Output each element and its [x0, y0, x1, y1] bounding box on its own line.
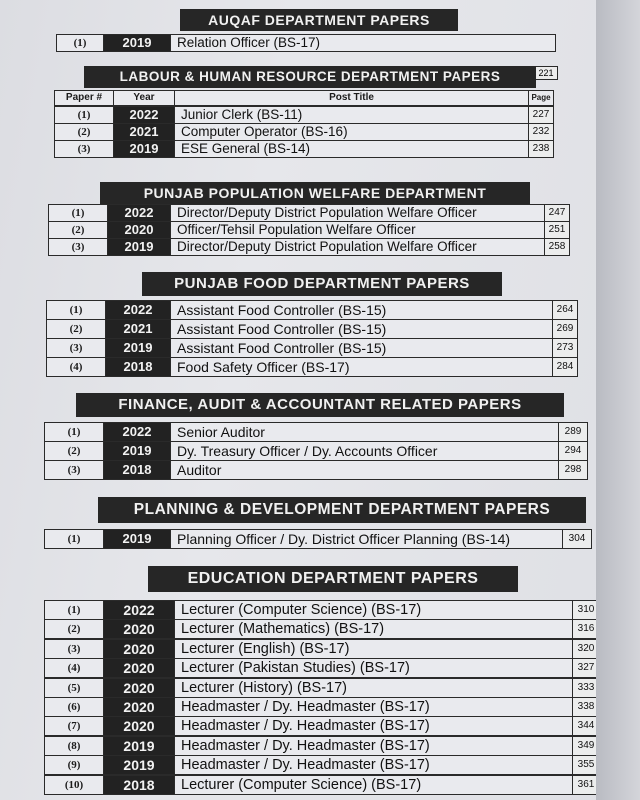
post-title: Planning Officer / Dy. District Officer Planning (BS-14): [170, 530, 562, 548]
column-header-page: Page: [528, 91, 553, 105]
table-row: [44, 600, 600, 620]
paper-year: 2019: [106, 339, 170, 357]
page-number: 289: [558, 423, 587, 441]
paper-number: (1): [57, 35, 104, 51]
paper-year: 2019: [114, 141, 174, 157]
page-number: 310: [572, 601, 599, 619]
paper-number: (3): [45, 461, 104, 479]
paper-number: (1): [47, 301, 106, 319]
paper-year: 2018: [106, 358, 170, 376]
table-row: [54, 123, 554, 141]
paper-number: (2): [45, 442, 104, 460]
paper-year: 2020: [108, 222, 170, 238]
paper-year: 2022: [104, 423, 170, 441]
table-row: [46, 300, 578, 320]
table-row: [56, 34, 556, 52]
paper-year: 2020: [104, 698, 174, 716]
page-number: 273: [552, 339, 577, 357]
post-title: Headmaster / Dy. Headmaster (BS-17): [174, 698, 572, 716]
table-row: [46, 319, 578, 339]
post-title: Director/Deputy District Population Welfare Officer: [170, 205, 544, 221]
table-row: [44, 658, 600, 678]
table-row: [44, 697, 600, 717]
table-row: [44, 529, 592, 549]
page-number: 333: [572, 679, 599, 697]
section-heading-food: PUNJAB FOOD DEPARTMENT PAPERS: [142, 272, 502, 296]
section-heading-labour: LABOUR & HUMAN RESOURCE DEPARTMENT PAPERS: [84, 66, 536, 88]
post-title: Auditor: [170, 461, 558, 479]
post-title: Lecturer (History) (BS-17): [174, 679, 572, 697]
column-header-title: Post Title: [329, 92, 374, 103]
page-number: 294: [558, 442, 587, 460]
table-header-row: [54, 90, 554, 106]
table-row: [54, 140, 554, 158]
post-title: Headmaster / Dy. Headmaster (BS-17): [174, 756, 572, 774]
paper-number: (3): [55, 141, 114, 157]
paper-number: (6): [45, 698, 104, 716]
column-header-year: Year: [114, 91, 175, 105]
page-number: 264: [552, 301, 577, 319]
table-row: [44, 460, 588, 480]
page-number: 344: [572, 717, 599, 735]
paper-year: 2019: [104, 737, 174, 755]
paper-number: (3): [45, 640, 104, 658]
page-number: 269: [552, 320, 577, 338]
paper-year: 2019: [104, 756, 174, 774]
page-number: 247: [544, 205, 569, 221]
post-title: Director/Deputy District Population Welfare Officer: [170, 239, 544, 255]
paper-number: (10): [45, 776, 104, 794]
paper-year: 2018: [104, 776, 174, 794]
paper-number: (1): [55, 107, 114, 123]
table-row: [44, 716, 600, 736]
post-title: Lecturer (Computer Science) (BS-17): [174, 776, 572, 794]
table-row: [44, 736, 600, 756]
paper-number: (8): [45, 737, 104, 755]
post-title: Lecturer (English) (BS-17): [174, 640, 572, 658]
page-number: 251: [544, 222, 569, 238]
column-header-paper: Paper #: [55, 91, 114, 105]
paper-number: (2): [55, 124, 114, 140]
page-number: 298: [558, 461, 587, 479]
page-number: 221: [534, 66, 558, 80]
page-number: 258: [544, 239, 569, 255]
post-title: Assistant Food Controller (BS-15): [170, 339, 552, 357]
table-row: [44, 678, 600, 698]
table-row: [44, 422, 588, 442]
page-number: 361: [572, 776, 599, 794]
paper-year: 2022: [108, 205, 170, 221]
post-title: Headmaster / Dy. Headmaster (BS-17): [174, 737, 572, 755]
section-heading-auqaf: AUQAF DEPARTMENT PAPERS: [180, 9, 458, 31]
paper-year: 2021: [106, 320, 170, 338]
paper-year: 2018: [104, 461, 170, 479]
paper-number: (4): [45, 659, 104, 677]
page-number: 320: [572, 640, 599, 658]
paper-year: 2020: [104, 679, 174, 697]
page-number: 338: [572, 698, 599, 716]
table-row: [48, 204, 570, 222]
paper-year: 2019: [104, 530, 170, 548]
post-title: ESE General (BS-14): [174, 141, 528, 157]
post-title: Lecturer (Mathematics) (BS-17): [174, 620, 572, 638]
page-number: 316: [572, 620, 599, 638]
page-number: 349: [572, 737, 599, 755]
paper-number: (5): [45, 679, 104, 697]
table-row: [44, 619, 600, 639]
table-row: [54, 106, 554, 124]
paper-year: 2020: [104, 620, 174, 638]
page-number: 304: [562, 530, 591, 548]
paper-year: 2022: [104, 601, 174, 619]
page-number: 327: [572, 659, 599, 677]
post-title: Assistant Food Controller (BS-15): [170, 301, 552, 319]
post-title: Assistant Food Controller (BS-15): [170, 320, 552, 338]
paper-number: (1): [45, 423, 104, 441]
paper-number: (1): [49, 205, 108, 221]
paper-year: 2020: [104, 659, 174, 677]
table-row: [46, 338, 578, 358]
paper-number: (3): [47, 339, 106, 357]
post-title: Dy. Treasury Officer / Dy. Accounts Officer: [170, 442, 558, 460]
paper-number: (2): [45, 620, 104, 638]
section-heading-planning: PLANNING & DEVELOPMENT DEPARTMENT PAPERS: [98, 497, 586, 523]
page-number: 355: [572, 756, 599, 774]
paper-number: (2): [47, 320, 106, 338]
paper-year: 2019: [104, 442, 170, 460]
section-heading-education: EDUCATION DEPARTMENT PAPERS: [148, 566, 518, 592]
page-number: 238: [528, 141, 553, 157]
paper-year: 2022: [106, 301, 170, 319]
page-number: 284: [552, 358, 577, 376]
section-heading-population-welfare: PUNJAB POPULATION WELFARE DEPARTMENT: [100, 182, 530, 204]
post-title: Headmaster / Dy. Headmaster (BS-17): [174, 717, 572, 735]
paper-year: 2020: [104, 717, 174, 735]
adjacent-page-edge: [596, 0, 640, 800]
post-title: Relation Officer (BS-17): [170, 35, 555, 51]
paper-number: (3): [49, 239, 108, 255]
paper-number: (9): [45, 756, 104, 774]
paper-number: (1): [45, 601, 104, 619]
table-row: [48, 221, 570, 239]
paper-number: (4): [47, 358, 106, 376]
table-row: [44, 755, 600, 775]
table-row: [46, 357, 578, 377]
paper-year: 2022: [114, 107, 174, 123]
table-row: [44, 775, 600, 795]
post-title: Officer/Tehsil Population Welfare Officer: [170, 222, 544, 238]
paper-number: (1): [45, 530, 104, 548]
table-row: [48, 238, 570, 256]
paper-year: 2020: [104, 640, 174, 658]
page-number: 232: [528, 124, 553, 140]
post-title: Lecturer (Pakistan Studies) (BS-17): [174, 659, 572, 677]
post-title: Junior Clerk (BS-11): [174, 107, 528, 123]
paper-number: (2): [49, 222, 108, 238]
post-title: Food Safety Officer (BS-17): [170, 358, 552, 376]
post-title: Senior Auditor: [170, 423, 558, 441]
page-number: 227: [528, 107, 553, 123]
table-row: [44, 441, 588, 461]
post-title: Computer Operator (BS-16): [174, 124, 528, 140]
paper-year: 2021: [114, 124, 174, 140]
paper-year: 2019: [104, 35, 170, 51]
post-title: Lecturer (Computer Science) (BS-17): [174, 601, 572, 619]
paper-year: 2019: [108, 239, 170, 255]
table-row: [44, 639, 600, 659]
section-heading-finance: FINANCE, AUDIT & ACCOUNTANT RELATED PAPERS: [76, 393, 564, 417]
paper-number: (7): [45, 717, 104, 735]
